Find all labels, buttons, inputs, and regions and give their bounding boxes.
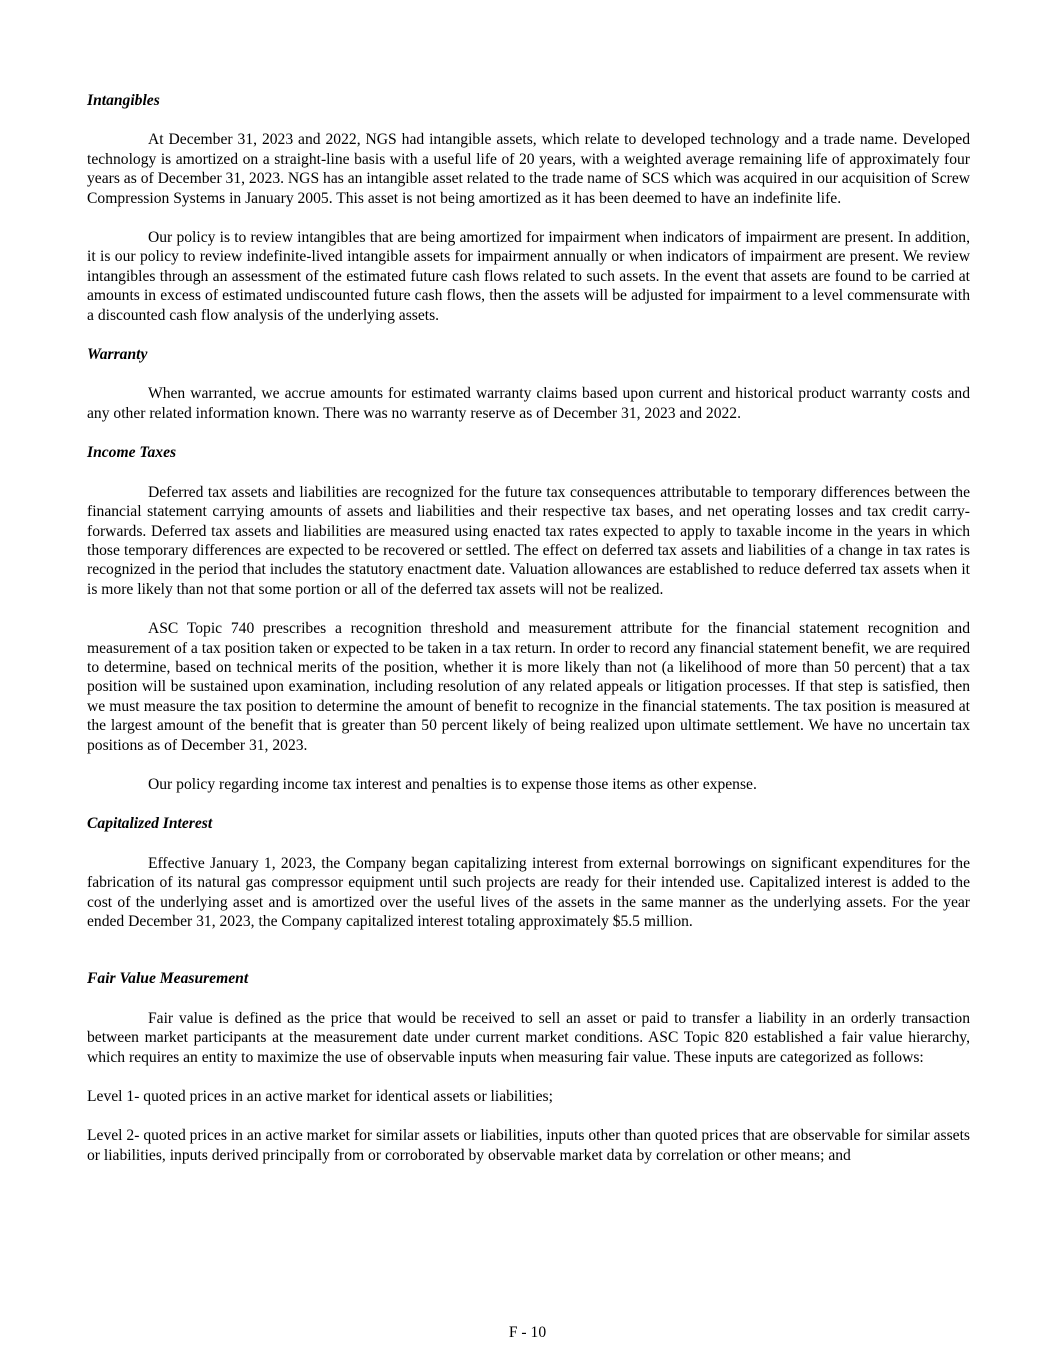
- heading-capitalized-interest: Capitalized Interest: [87, 815, 213, 833]
- paragraph-intangibles-1: At December 31, 2023 and 2022, NGS had intangible assets, which relate to developed technology and a trade name. Developed technology is amortized on a straight-line basis with a useful life of 20 years, with a weighted average remaining life of approximately four years as of December 31, 2023. NGS has an intangible asset related to the trade name of SCS which was acquired in our acquisition of Screw Compression Systems in January 2005. This asset is not being amortized as it has been deemed to have an indefinite life.: [87, 131, 970, 207]
- heading-intangibles: Intangibles: [87, 92, 160, 109]
- paragraph-income-taxes-1: Deferred tax assets and liabilities are recognized for the future tax consequences attributable to temporary differences between the financial statement carrying amounts of assets and liabilities and their respective tax bases, and net operating losses and tax credit carry-forwards. Deferred tax assets and liabilities are measured using enacted tax rates expected to apply to taxable income in the years in which those temporary differences are expected to be recovered or settled. The effect on deferred tax assets and liabilities of a change in tax rates is recognized in the period that includes the statutory enactment date. Valuation allowances are established to reduce deferred tax assets when it is more likely than not that some portion or all of the deferred tax assets will not be realized.: [87, 483, 970, 598]
- paragraph-income-taxes-3: Our policy regarding income tax interest and penalties is to expense those items as other expense.: [148, 775, 757, 793]
- paragraph-fair-value-1: Fair value is defined as the price that would be received to sell an asset or paid to transfer a liability in an orderly transaction between market participants at the measurement date under current market conditions. ASC Topic 820 established a fair value hierarchy, which requires an entity to maximize the use of observable inputs when measuring fair value. These inputs are categorized as follows:: [87, 1009, 970, 1066]
- paragraph-warranty-1: When warranted, we accrue amounts for estimated warranty claims based upon current and historical product warranty costs and any other related information known. There was no warranty reserve as of December 31, 2023 and 2022.: [87, 385, 970, 422]
- fair-value-level-2: Level 2- quoted prices in an active market for similar assets or liabilities, inputs other than quoted prices that are observable for similar assets or liabilities, inputs derived principally from or corroborated by observable market data by correlation or other means; and: [87, 1127, 970, 1164]
- paragraph-capitalized-interest-1: Effective January 1, 2023, the Company began capitalizing interest from external borrowings on significant expenditures for the fabrication of its natural gas compressor equipment until such projects are ready for their intended use. Capitalized interest is added to the cost of the underlying asset and is amortized over the useful lives of the assets in the same manner as the underlying assets. For the year ended December 31, 2023, the Company capitalized interest totaling approximately $5.5 million.: [87, 854, 970, 930]
- fair-value-level-1: Level 1- quoted prices in an active market for identical assets or liabilities;: [87, 1088, 553, 1106]
- heading-income-taxes: Income Taxes: [87, 444, 177, 462]
- document-page: [87, 91, 970, 1165]
- paragraph-income-taxes-2: ASC Topic 740 prescribes a recognition threshold and measurement attribute for the financial statement recognition and measurement of a tax position taken or expected to be taken in a tax return. In order to record any financial statement benefit, we are required to determine, based on technical merits of the position, whether it is more likely than not (a likelihood of more than 50 percent) that a tax position will be sustained upon examination, including resolution of any related appeals or litigation processes. If that step is satisfied, then we must measure the tax position to determine the amount of benefit to recognize in the financial statements. The tax position is measured at the largest amount of the benefit that is greater than 50 percent likely of being realized upon ultimate settlement. We have no uncertain tax positions as of December 31, 2023.: [87, 620, 970, 754]
- paragraph-intangibles-2: Our policy is to review intangibles that are being amortized for impairment when indicators of impairment are present. In addition, it is our policy to review indefinite-lived intangible assets for impairment annually or when indicators of impairment are present. We review intangibles through an assessment of the estimated future cash flows related to such assets. In the event that assets are found to be carried at amounts in excess of estimated undiscounted future cash flows, then the assets will be adjusted for impairment to a level commensurate with a discounted cash flow analysis of the underlying assets.: [87, 229, 970, 324]
- heading-fair-value-measurement: Fair Value Measurement: [87, 970, 249, 988]
- heading-warranty: Warranty: [87, 346, 148, 364]
- page-number: F - 10: [508, 1324, 547, 1341]
